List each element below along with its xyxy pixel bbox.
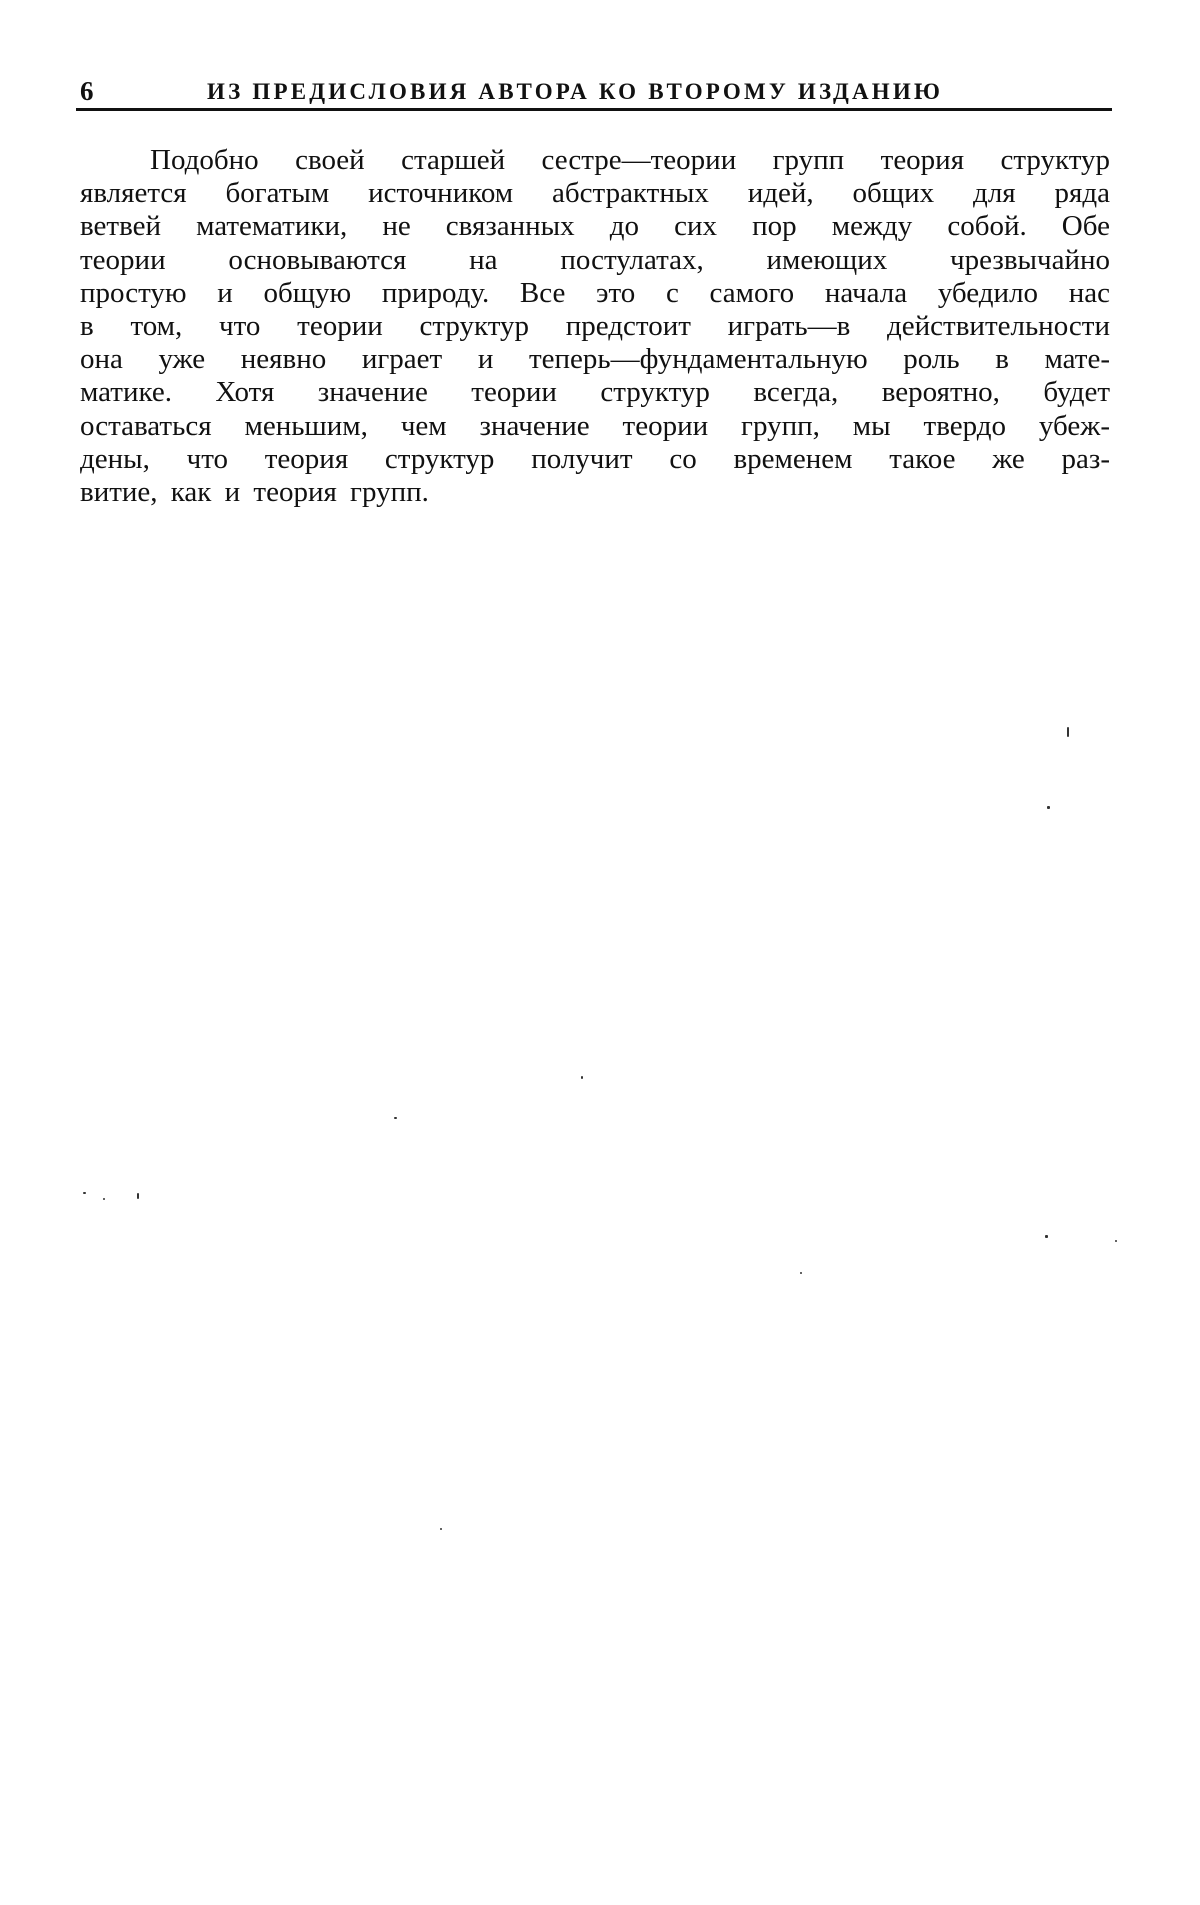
paragraph-line: ветвей математики, не связанных до сих пор между собой. Обе: [80, 210, 1110, 243]
scan-speck: [1115, 1240, 1117, 1242]
scan-speck: [137, 1193, 139, 1199]
paragraph-line: в том, что теории структур предстоит играть—в действительности: [80, 309, 1110, 342]
header-rule: [76, 108, 1112, 111]
scan-speck: [83, 1192, 86, 1194]
paragraph-line: является богатым источником абстрактных идей, общих для ряда: [80, 177, 1110, 210]
scan-speck: [1047, 806, 1050, 809]
page-number: 6: [80, 76, 94, 106]
paragraph-line: матике. Хотя значение теории структур всегда, вероятно, будет: [80, 376, 1110, 409]
paragraph-line: Подобно своей старшей сестре—теории групп теория структур: [150, 144, 1110, 176]
scan-speck: [1067, 727, 1069, 737]
paragraph-line: теории основываются на постулатах, имеющих чрезвычайно: [80, 243, 1110, 276]
paragraph-line: дены, что теория структур получит со временем такое же раз-: [80, 442, 1110, 475]
paragraph-line: оставаться меньшим, чем значение теории групп, мы твердо убеж-: [80, 409, 1110, 442]
scan-speck: [800, 1272, 802, 1274]
body-paragraph: [80, 144, 1110, 509]
paragraph-line: она уже неявно играет и теперь—фундаментальную роль в мате-: [80, 343, 1110, 376]
scan-speck: [581, 1076, 583, 1079]
paragraph-line: витие, как и теория групп.: [80, 475, 429, 508]
scan-speck: [103, 1198, 105, 1200]
scan-speck: [440, 1528, 442, 1530]
scan-speck: [1045, 1235, 1048, 1238]
scan-speck: [394, 1117, 397, 1119]
running-head-title: ИЗ ПРЕДИСЛОВИЯ АВТОРА КО ВТОРОМУ ИЗДАНИЮ: [207, 79, 944, 104]
paragraph-line: простую и общую природу. Все это с самого начала убедило нас: [80, 276, 1110, 309]
